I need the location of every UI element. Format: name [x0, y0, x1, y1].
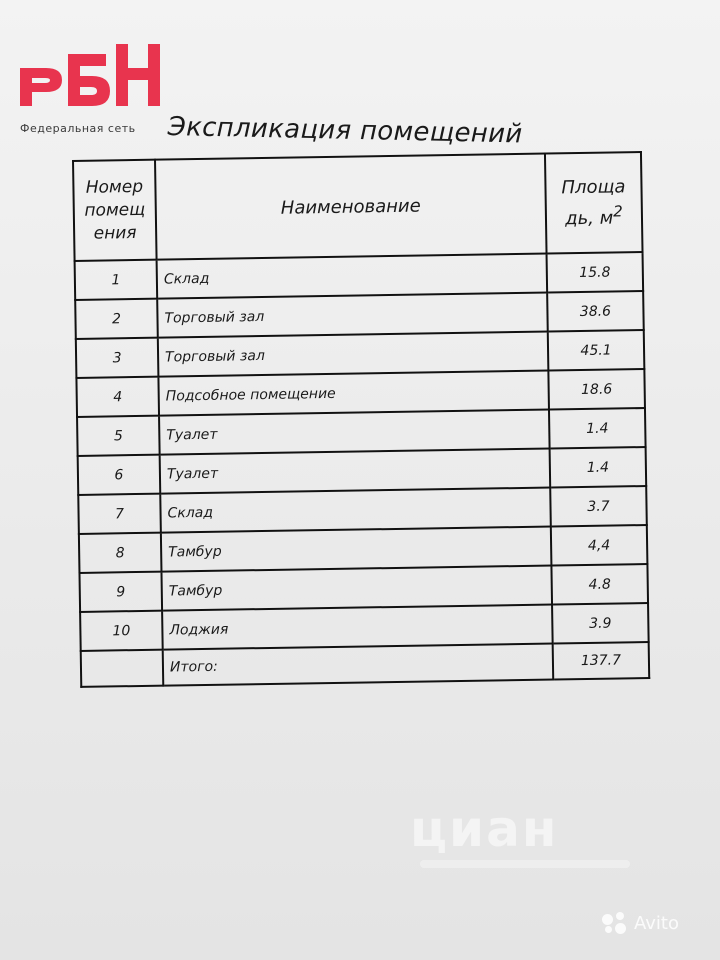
- header-num-line-2: помещ: [84, 199, 146, 221]
- rbn-logo-mark: [18, 40, 168, 110]
- header-num-line-1: Номер: [85, 176, 144, 198]
- room-name-cell: Туалет: [160, 449, 551, 494]
- avito-watermark: [602, 912, 679, 934]
- header-area: [545, 152, 643, 253]
- table-total-row: [81, 642, 649, 687]
- room-name-cell: Склад: [157, 254, 548, 299]
- room-name-cell: Склад: [160, 488, 551, 533]
- avito-dots-icon: [602, 912, 628, 934]
- room-number-cell: 2: [75, 299, 158, 339]
- room-name-cell: Торговый зал: [157, 293, 548, 338]
- room-name-cell: Лоджия: [162, 605, 553, 650]
- room-number-cell: 7: [78, 494, 161, 534]
- explication-table-wrapper: [72, 151, 660, 688]
- header-area-line-2: дь, м: [564, 207, 614, 229]
- room-area-cell: 45.1: [548, 330, 645, 371]
- header-num-line-3: ения: [93, 222, 137, 244]
- room-area-cell: 1.4: [549, 408, 646, 449]
- cian-watermark: циан: [410, 800, 559, 858]
- header-room-number: [73, 160, 157, 261]
- room-number-cell: 9: [79, 572, 162, 612]
- document-title: Экспликация помещений: [167, 112, 523, 150]
- total-empty-cell: [81, 650, 164, 687]
- room-name-cell: Подсобное помещение: [158, 371, 549, 416]
- header-area-sup: 2: [612, 201, 623, 221]
- room-area-cell: 4.8: [551, 564, 648, 605]
- room-number-cell: 10: [80, 611, 163, 651]
- room-name-cell: Торговый зал: [158, 332, 549, 377]
- total-area-cell: 137.7: [553, 642, 650, 680]
- room-area-cell: 1.4: [550, 447, 647, 488]
- room-number-cell: 1: [75, 260, 158, 300]
- rbn-logo: [18, 40, 168, 110]
- logo-tagline: Федеральная сеть: [20, 122, 136, 135]
- total-label-cell: Итого:: [163, 644, 554, 686]
- table-header-row: [73, 152, 643, 261]
- room-area-cell: 18.6: [548, 369, 645, 410]
- avito-watermark-text: Avito: [634, 912, 679, 934]
- cian-watermark-subline: [420, 860, 630, 868]
- room-number-cell: 3: [76, 338, 159, 378]
- room-number-cell: 8: [79, 533, 162, 573]
- room-name-cell: Тамбур: [161, 527, 552, 572]
- header-area-line-1: Площа: [561, 175, 626, 198]
- room-name-cell: Туалет: [159, 410, 550, 455]
- room-name-cell: Тамбур: [161, 566, 552, 611]
- explication-table: [72, 151, 650, 688]
- room-number-cell: 6: [78, 455, 161, 495]
- room-number-cell: 4: [76, 377, 159, 417]
- room-area-cell: 38.6: [547, 291, 644, 332]
- room-area-cell: 3.9: [552, 603, 649, 644]
- room-number-cell: 5: [77, 416, 160, 456]
- room-area-cell: 15.8: [547, 252, 644, 293]
- header-name: Наименование: [155, 154, 547, 260]
- room-area-cell: 3.7: [550, 486, 647, 527]
- room-area-cell: 4,4: [551, 525, 648, 566]
